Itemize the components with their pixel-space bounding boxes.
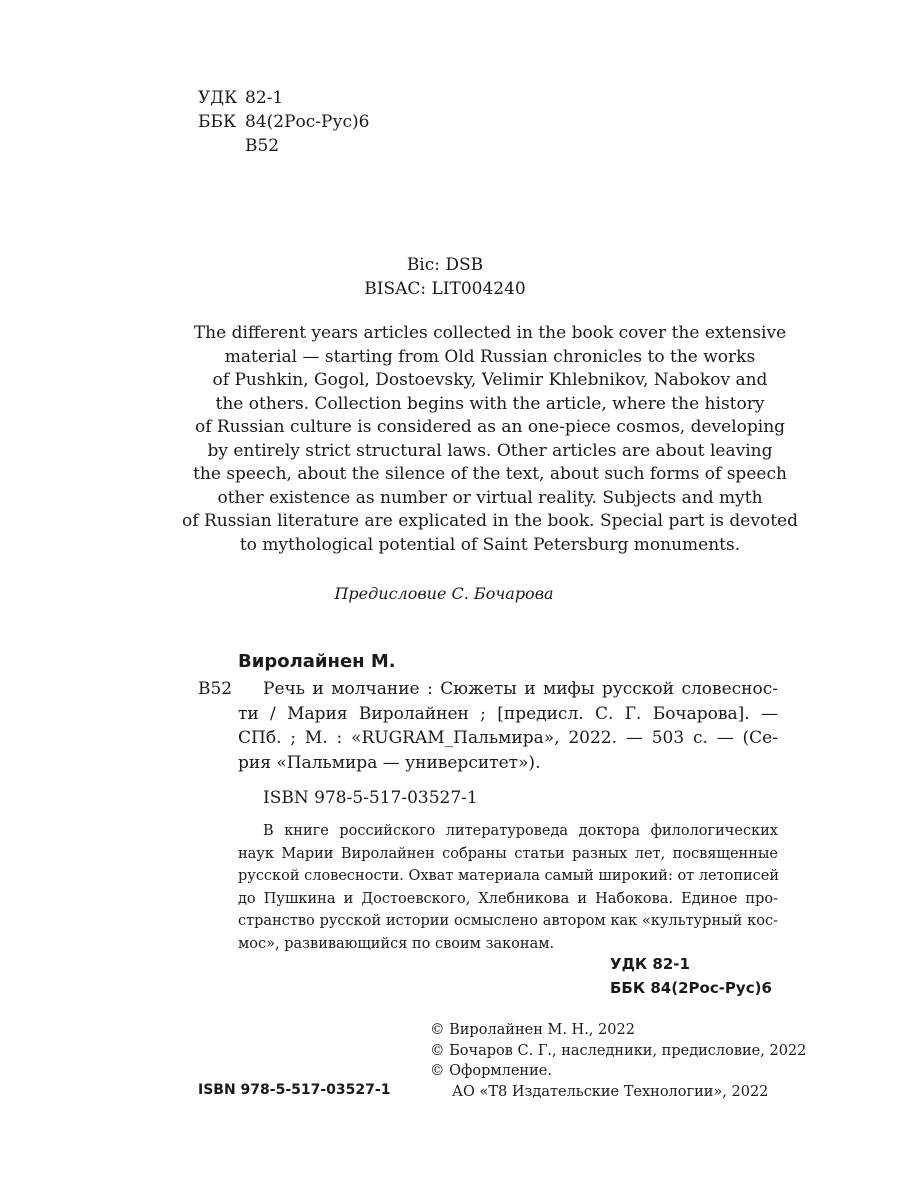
abstract-line: the others. Collection begins with the article, where the history <box>215 393 765 414</box>
abstract-line: by entirely strict structural laws. Other articles are about leaving <box>207 440 773 461</box>
annotation-line: мос», развивающийся по своим законам. <box>238 935 555 952</box>
author-mark: В52 <box>245 136 280 156</box>
abstract-line: to mythological potential of Saint Petersburg monuments. <box>239 534 741 555</box>
abstract-line: material — starting from Old Russian chronicles to the works <box>224 346 756 367</box>
catalog-description <box>238 677 778 775</box>
abstract-line: of Russian literature are explicated in the book. Special part is devoted <box>182 511 798 531</box>
udk-label: УДК <box>198 88 238 108</box>
annotation-line: В книге российского литературоведа доктора филологических <box>263 823 778 839</box>
bisac-code: BISAC: LIT004240 <box>364 279 526 299</box>
catalog-cipher: В52 <box>198 679 233 699</box>
description-line: ти / Мария Виролайнен ; [предисл. С. Г. Бочарова]. — <box>238 703 778 724</box>
copyright-line: АО «Т8 Издательские Технологии», 2022 <box>452 1083 769 1100</box>
annotation-line: наук Марии Виролайнен собраны статьи разных лет, посвященные <box>238 845 778 862</box>
bic-code: Bic: DSB <box>406 255 484 275</box>
author-mark-row <box>198 134 369 158</box>
bottom-isbn: ISBN 978-5-517-03527-1 <box>198 1082 391 1098</box>
description-line: рия «Пальмира — университет»). <box>238 752 541 773</box>
bbk-label: ББК <box>198 112 237 132</box>
description-line: Речь и молчание : Сюжеты и мифы русской словеснос- <box>263 679 778 699</box>
annotation-line: русской словесности. Охват материала самый широкий: от летописей <box>238 868 780 884</box>
abstract-line: of Pushkin, Gogol, Dostoevsky, Velimir Khlebnikov, Nabokov and <box>212 370 768 390</box>
udk-value: 82-1 <box>245 88 284 108</box>
catalog-classification <box>610 952 772 1000</box>
abstract-line: other existence as number or virtual reality. Subjects and myth <box>217 487 763 508</box>
copyright-line: © Оформление. <box>430 1063 552 1079</box>
catalog-author: Виролайнен М. <box>238 651 396 672</box>
abstract-line: The different years articles collected in the book cover the extensive <box>193 323 787 343</box>
abstract-line: the speech, about the silence of the text, about such forms of speech <box>193 464 787 484</box>
top-classification-block <box>198 86 369 158</box>
annotation-line: до Пушкина и Достоевского, Хлебникова и Набокова. Единое про- <box>238 890 778 907</box>
bbk-row <box>198 110 369 134</box>
catalog-isbn: ISBN 978-5-517-03527-1 <box>263 788 478 808</box>
catalog-bbk: ББК 84(2Рос-Рус)6 <box>610 979 772 997</box>
abstract-line: of Russian culture is considered as an one-piece cosmos, developing <box>194 417 786 437</box>
catalog-annotation <box>238 820 778 955</box>
udk-row <box>198 86 369 110</box>
subject-codes <box>0 253 900 301</box>
bbk-value: 84(2Рос-Рус)6 <box>245 112 370 132</box>
annotation-line: странство русской истории осмыслено автором как «культурный кос- <box>238 913 778 929</box>
copyright-block <box>430 1020 806 1102</box>
copyright-line: © Бочаров С. Г., наследники, предисловие, 2022 <box>430 1042 807 1059</box>
preface-note <box>0 583 900 605</box>
description-line: СПб. ; М. : «RUGRAM_Пальмира», 2022. — 503 с. — (Се- <box>238 728 778 748</box>
catalog-udk: УДК 82-1 <box>610 955 690 973</box>
copyright-line: © Виролайнен М. Н., 2022 <box>430 1022 635 1038</box>
preface-text: Предисловие С. Бочарова <box>334 584 554 603</box>
english-abstract <box>150 322 830 557</box>
